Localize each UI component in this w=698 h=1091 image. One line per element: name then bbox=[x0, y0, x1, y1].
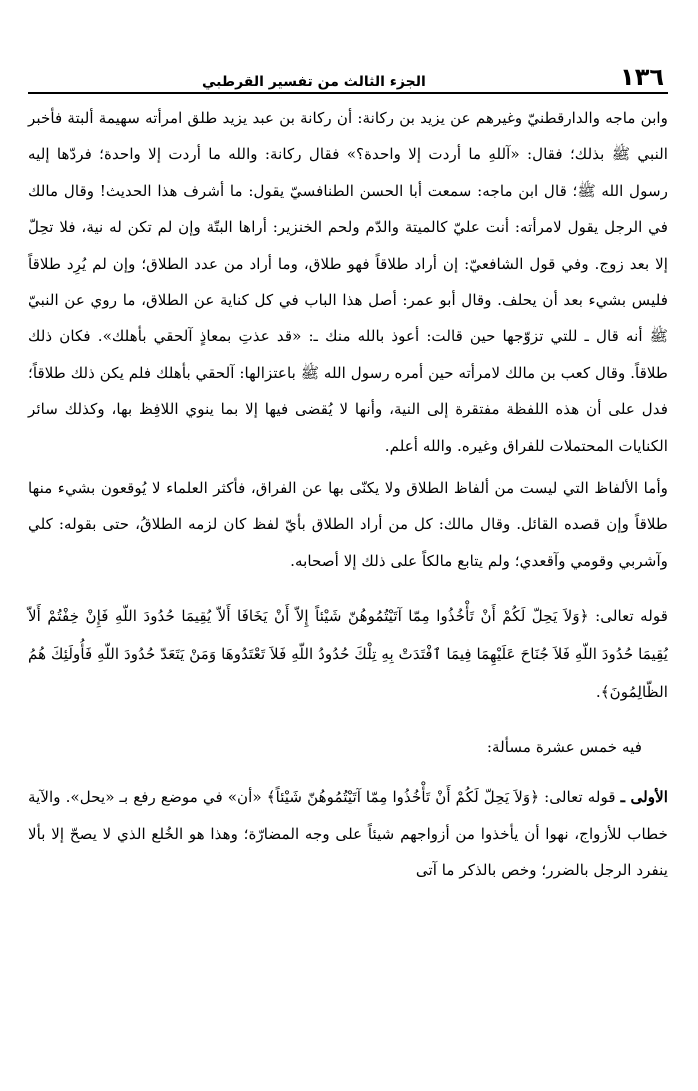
paragraph-1: وابن ماجه والدارقطنيّ وغيرهم عن يزيد بن ركانة: أن ركانة بن عبد يزيد طلق امرأته سهيمة ألبتة فأخبر النبي ﷺ بذلك؛ فقال: «آللهِ ما أردت إلا واحدة؟» فقال ركانة: والله ما أردت إلا واحدة؛ فردّها إليه رسول الله ﷺ؛ قال ابن ماجه: سمعت أبا الحسن الطنافسيّ يقول: ما أشرف هذا الحديث! وقال مالك في الرجل يقول لامرأته: أنت عليّ كالميتة والدّم ولحم الخنزير: أراها البتّة وإن لم تكن له نية، فلا تحِلّ إلا بعد زوج. وفي قول الشافعيّ: إن أراد طلاقاً فهو طلاق، وما أراد من عدد الطلاق؛ وإن لم يُرِد طلاقاً فليس بشيء بعد أن يحلف. وقال أبو عمر: أصل هذا الباب في كل كناية عن الطلاق، ما روي عن النبيّ ﷺ أنه قال ـ للتي تزوّجها حين قالت: أعوذ بالله منك ـ: «قد عذتِ بمعاذٍ آلحقي بأهلك». فكان ذلك طلاقاً. وقال كعب بن مالك لامرأته حين أمره رسول الله ﷺ باعتزالها: آلحقي بأهلك فلم يكن ذلك طلاقاً؛ فدل على أن هذه اللفظة مفتقرة إلى النية، وأنها لا يُقضى فيها إلا بما ينوي اللافِظ بها، وكذلك سائر الكنايات المحتملات للفراق وغيره. والله أعلم. bbox=[28, 109, 668, 455]
issue-one-text: قوله تعالى: ﴿وَلاَ يَحِلّ لَكُمْ أَنْ تَأْخُذُوا مِمّا آتَيْتُمُوهُنّ شَيْئاً﴾ «أن» في موضع رفع بـ «يحل». والآية خطاب للأزواج، نهوا أن يأخذوا من أزواجهم شيئاً على وجه المضارّة؛ وهذا هو الخُلع الذي لا يصحّ إلا بألا ينفرد الرجل بالضرر؛ وخص بالذكر ما آتى bbox=[28, 788, 668, 880]
page-number: ١٣٦ bbox=[620, 63, 664, 91]
running-header bbox=[28, 58, 668, 94]
document-page bbox=[28, 58, 668, 1078]
paragraph-2: وأما الألفاظ التي ليست من ألفاظ الطلاق ولا يكنّى بها عن الفراق، فأكثر العلماء لا يُوقعون بشيء منها طلاقاً وإن قصده القائل. وقال مالك: كل من أراد الطلاق بأيّ لفظ كان لزمه الطلاقُ، حتى بقوله: كلي وآشربي وقومي وآقعدي؛ ولم يتابع مالكاً على ذلك إلا أصحابه. bbox=[28, 479, 668, 570]
quran-verse: قوله تعالى: ﴿وَلاَ يَحِلّ لَكُمْ أَنْ تَأْخُذُوا مِمّا آتَيْتُمُوهُنّ شَيْئاً إِلاّ أَنْ يَخَافَا أَلاّ يُقِيمَا حُدُودَ اللّهِ فَإِنْ خِفْتُمْ أَلاّ يُقِيمَا حُدُودَ اللّهِ فَلاَ جُنَاحَ عَلَيْهِمَا فِيمَا ٱفْتَدَتْ بِهِ تِلْكَ حُدُودُ اللّهِ فَلاَ تَعْتَدُوهَا وَمَنْ يَتَعَدّ حُدُودَ اللّهِ فَأُولَئِكَ هُمُ الظّالِمُونَ﴾. bbox=[28, 607, 668, 702]
running-title: الجزء الثالث من تفسير القرطبي bbox=[202, 74, 426, 90]
issue-one bbox=[28, 779, 668, 888]
issues-intro: فيه خمس عشرة مسألة: bbox=[486, 738, 642, 757]
issue-one-label: الأولى ـ bbox=[620, 788, 668, 807]
